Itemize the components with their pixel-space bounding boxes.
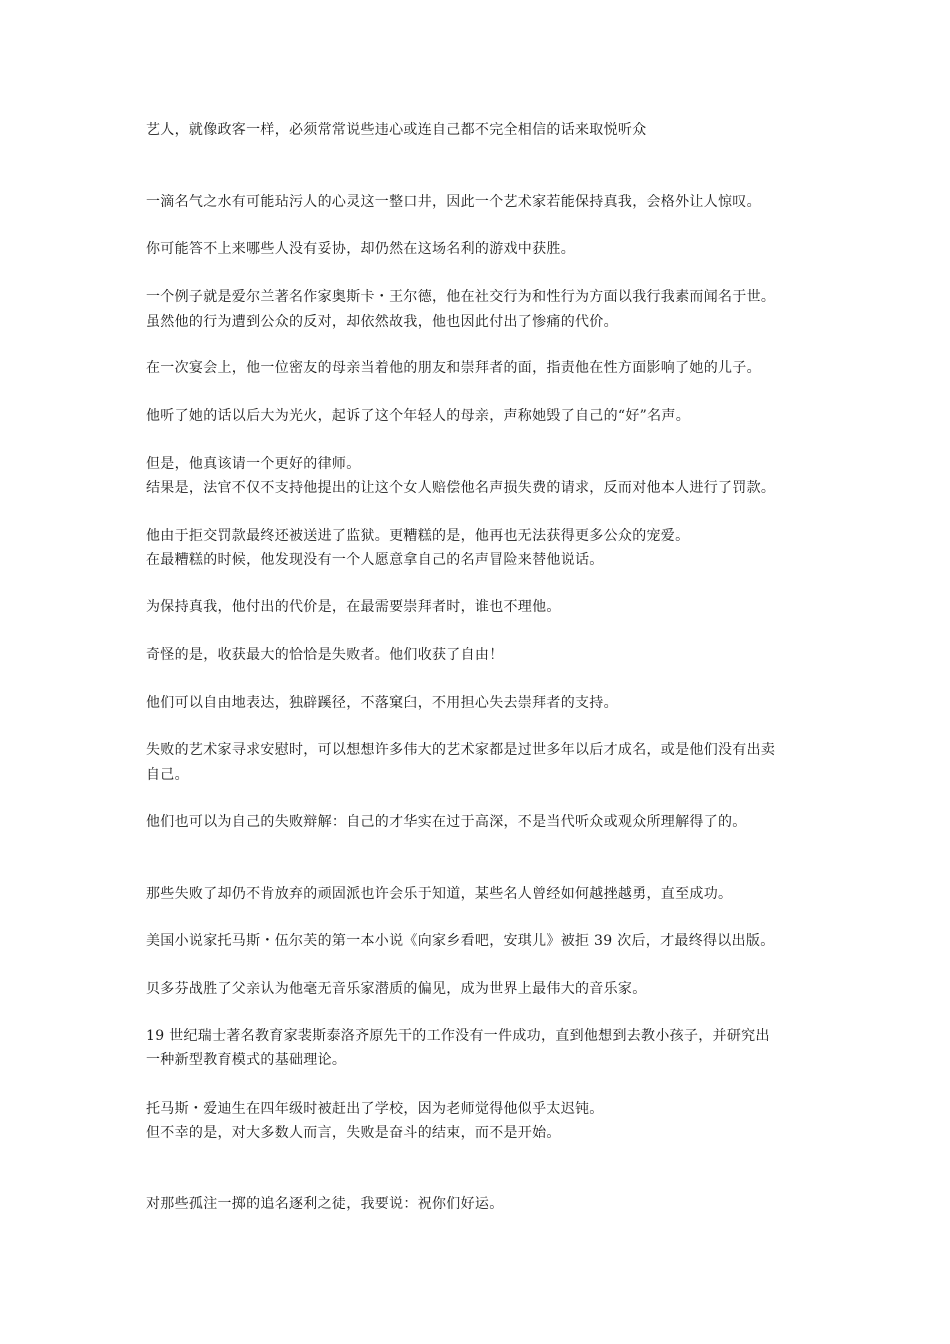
text-line: 失败的艺术家寻求安慰时，可以想想许多伟大的艺术家都是过世多年以后才成名，或是他们没有出卖 <box>146 742 776 758</box>
text-line: 奇怪的是，收获最大的恰恰是失败者。他们收获了自由！ <box>146 647 504 663</box>
text-line: 自己。 <box>146 767 189 783</box>
text-line: 结果是，法官不仅不支持他提出的让这个女人赔偿他名声损失费的请求，反而对他本人进行了罚款。 <box>146 480 776 496</box>
text-line: 19 世纪瑞士著名教育家裴斯泰洛齐原先干的工作没有一件成功，直到他想到去教小孩子，并研究出 <box>146 1028 770 1044</box>
text-line: 美国小说家托马斯・伍尔芙的第一本小说《向家乡看吧，安琪儿》被拒 39 次后，才最终得以出版。 <box>146 933 775 949</box>
text-line: 在最糟糕的时候，他发现没有一个人愿意拿自己的名声冒险来替他说话。 <box>146 552 604 568</box>
text-line: 他们可以自由地表达，独辟蹊径，不落窠臼，不用担心失去崇拜者的支持。 <box>146 695 618 711</box>
text-line: 你可能答不上来哪些人没有妥协，却仍然在这场名利的游戏中获胜。 <box>146 241 575 257</box>
text-line: 一种新型教育模式的基础理论。 <box>146 1052 347 1068</box>
text-line: 那些失败了却仍不肯放弃的顽固派也许会乐于知道，某些名人曾经如何越挫越勇，直至成功。 <box>146 886 733 902</box>
text-line: 在一次宴会上，他一位密友的母亲当着他的朋友和崇拜者的面，指责他在性方面影响了她的儿子。 <box>146 360 761 376</box>
text-line: 他由于拒交罚款最终还被送进了监狱。更糟糕的是，他再也无法获得更多公众的宠爱。 <box>146 528 690 544</box>
text-line: 托马斯・爱迪生在四年级时被赶出了学校，因为老师觉得他似乎太迟钝。 <box>146 1101 604 1117</box>
text-line: 但是，他真该请一个更好的律师。 <box>146 456 361 472</box>
text-line: 为保持真我，他付出的代价是，在最需要崇拜者时，谁也不理他。 <box>146 599 561 615</box>
text-line: 他听了她的话以后大为光火，起诉了这个年轻人的母亲，声称她毁了自己的“好”名声。 <box>146 408 691 424</box>
text-line: 一个例子就是爱尔兰著名作家奥斯卡・王尔德，他在社交行为和性行为方面以我行我素而闻名于世。 <box>146 289 776 305</box>
text-line: 对那些孤注一掷的追名逐利之徒，我要说：祝你们好运。 <box>146 1196 504 1212</box>
text-line: 他们也可以为自己的失败辩解：自己的才华实在过于高深，不是当代听众或观众所理解得了的。 <box>146 814 747 830</box>
text-line: 虽然他的行为遭到公众的反对，却依然故我，他也因此付出了惨痛的代价。 <box>146 314 618 330</box>
text-line: 但不幸的是，对大多数人而言，失败是奋斗的结束，而不是开始。 <box>146 1125 561 1141</box>
text-line: 贝多芬战胜了父亲认为他毫无音乐家潜质的偏见，成为世界上最伟大的音乐家。 <box>146 981 647 997</box>
text-line: 一滴名气之水有可能玷污人的心灵这一整口井，因此一个艺术家若能保持真我，会格外让人惊叹。 <box>146 194 761 210</box>
text-line: 艺人，就像政客一样，必须常常说些违心或连自己都不完全相信的话来取悦听众 <box>146 122 647 138</box>
